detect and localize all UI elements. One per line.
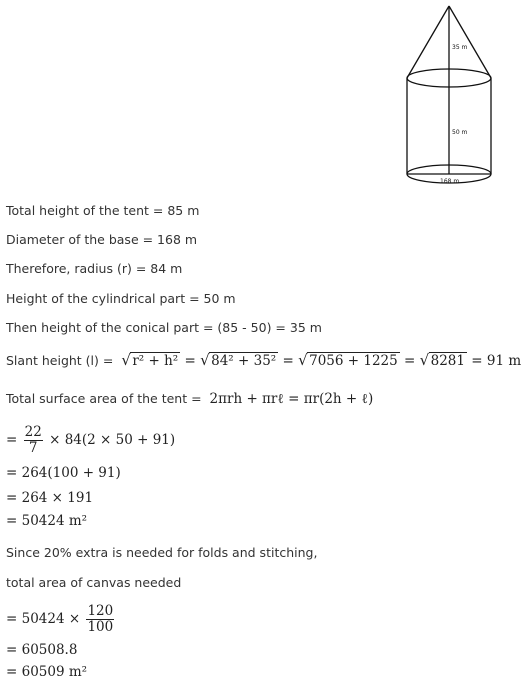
fraction-120-100: $\frac{120}{100}$ <box>87 603 114 635</box>
step3-line: = 264 × 191 <box>6 490 94 506</box>
extra-line-2: total area of canvas needed <box>6 575 182 590</box>
extra-line-1: Since 20% extra is needed for folds and stitching, <box>6 545 318 560</box>
tsa-line <box>6 391 373 407</box>
radical-3: √ 7056 + 1225 <box>298 353 400 369</box>
calc2-line: = 60508.8 <box>6 642 78 658</box>
radius-line: Therefore, radius (r) = 84 m <box>6 261 183 276</box>
slant-prefix: Slant height (l) = <box>6 353 114 368</box>
slant-result: = 91 m <box>471 353 521 369</box>
total-height-line: Total height of the tent = 85 m <box>6 203 200 218</box>
cone-height-line: Then height of the conical part = (85 - 50) = 35 m <box>6 320 322 335</box>
tent-figure <box>0 0 516 200</box>
cylinder-height-label: 50 m <box>452 129 468 136</box>
step1-line: = $\frac{22}{7}$ × 84(2 × 50 + 91) <box>6 424 176 456</box>
step4-line: = 50424 m² <box>6 513 88 529</box>
diameter-line: Diameter of the base = 168 m <box>6 232 198 247</box>
slant-height-line: Slant height (l) = √ r² + h² = √ 84² + 35² = √ 7056 + 1225 = √ 8281 = 91 m <box>6 353 521 369</box>
tsa-formula: 2πrh + πrℓ = πr(2h + ℓ) <box>209 391 374 407</box>
calc1-line: = 50424 × $\frac{120}{100}$ <box>6 603 114 635</box>
step2-line: = 264(100 + 91) <box>6 465 121 481</box>
fraction-22-7: $\frac{22}{7}$ <box>24 424 42 456</box>
tsa-prefix: Total surface area of the tent = <box>6 391 202 406</box>
radical-1: √ r² + h² <box>121 353 180 369</box>
cyl-height-line: Height of the cylindrical part = 50 m <box>6 291 236 306</box>
radical-2: √ 84² + 35² <box>200 353 278 369</box>
calc3-line: = 60509 m² <box>6 664 88 680</box>
step1-rest: × 84(2 × 50 + 91) <box>49 432 176 448</box>
radical-4: √ 8281 <box>420 353 467 369</box>
base-diameter-label: 168 m <box>440 178 460 185</box>
cone-height-label: 35 m <box>452 44 468 51</box>
